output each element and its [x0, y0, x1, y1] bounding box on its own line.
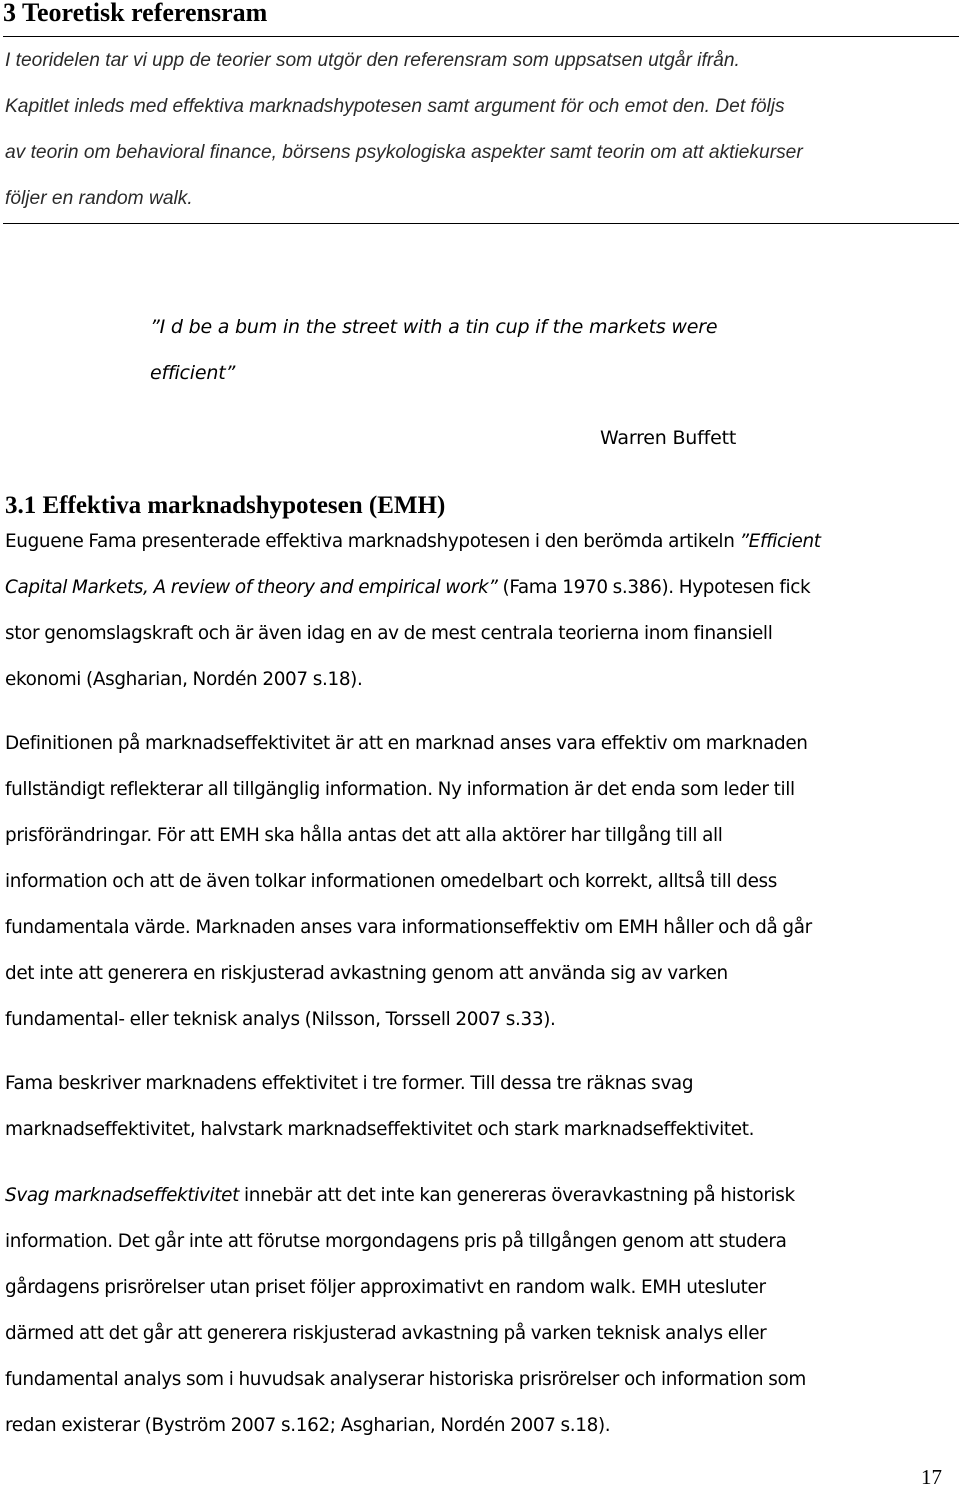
article-title-part: Capital Markets, A review of theory and empirical work” — [5, 577, 498, 598]
paragraph-line — [5, 1173, 960, 1219]
paragraph-line: ekonomi (Asgharian, Nordén 2007 s.18). — [5, 669, 363, 690]
section-title: 3.1 Effektiva marknadshypotesen (EMH) — [5, 492, 446, 519]
paragraph-line: prisförändringar. För att EMH ska hålla antas det att alla aktörer har tillgång till all — [5, 825, 723, 846]
paragraph-line: Fama beskriver marknadens effektivitet i tre former. Till dessa tre räknas svag — [5, 1073, 694, 1094]
paragraph-line — [5, 519, 960, 565]
article-title-part: ”Efficient — [739, 531, 821, 552]
paragraph-definition — [5, 721, 960, 1043]
quote-line: efficient” — [150, 362, 236, 384]
intro-line: I teoridelen tar vi upp de teorier som utgör den referensram som uppsatsen utgår ifrån. — [5, 50, 740, 71]
paragraph-line: marknadseffektivitet, halvstark marknadseffektivitet och stark marknadseffektivitet. — [5, 1119, 755, 1140]
paragraph-three-forms — [5, 1061, 960, 1153]
intro-line: följer en random walk. — [5, 188, 193, 209]
page-number: 17 — [921, 1465, 942, 1489]
epigraph-quote — [150, 304, 717, 396]
paragraph-line: Definitionen på marknadseffektivitet är att en marknad anses vara effektiv om marknaden — [5, 733, 808, 754]
line-text: innebär att det inte kan genereras överavkastning på historisk — [238, 1185, 795, 1206]
chapter-title: 3 Teoretisk referensram — [3, 0, 268, 27]
paragraph-line: fundamental analys som i huvudsak analyserar historiska prisrörelser och information som — [5, 1369, 806, 1390]
paragraph-weak-efficiency — [5, 1173, 960, 1449]
line-text: (Fama 1970 s.386). Hypotesen fick — [497, 577, 811, 598]
quote-line: ”I d be a bum in the street with a tin cup if the markets were — [150, 316, 718, 338]
paragraph-line: stor genomslagskraft och är även idag en av de mest centrala teorierna inom finansiell — [5, 623, 773, 644]
quote-author: Warren Buffett — [600, 427, 737, 449]
paragraph-line: fundamentala värde. Marknaden anses vara informationseffektiv om EMH håller och då går — [5, 917, 812, 938]
paragraph-line: fullständigt reflekterar all tillgänglig information. Ny information är det enda som leder till — [5, 779, 795, 800]
paragraph-line: information och att de även tolkar informationen omedelbart och korrekt, alltså till dess — [5, 871, 778, 892]
top-divider — [3, 36, 959, 37]
paragraph-line: därmed att det går att generera riskjusterad avkastning på varken teknisk analys eller — [5, 1323, 767, 1344]
paragraph-line: det inte att generera en riskjusterad avkastning genom att använda sig av varken — [5, 963, 728, 984]
paragraph-line: information. Det går inte att förutse morgondagens pris på tillgången genom att studera — [5, 1231, 787, 1252]
paragraph-line: gårdagens prisrörelser utan priset följer approximativt en random walk. EMH utesluter — [5, 1277, 766, 1298]
paragraph-line: fundamental- eller teknisk analys (Nilsson, Torssell 2007 s.33). — [5, 1009, 556, 1030]
intro-line: av teorin om behavioral finance, börsens psykologiska aspekter samt teorin om att aktiekurser — [5, 142, 803, 163]
intro-divider — [3, 223, 959, 224]
paragraph-line: redan existerar (Byström 2007 s.162; Asgharian, Nordén 2007 s.18). — [5, 1415, 611, 1436]
paragraph-line — [5, 565, 960, 611]
chapter-intro — [5, 38, 960, 222]
paragraph-emh-intro — [5, 519, 960, 703]
line-text: Euguene Fama presenterade effektiva marknadshypotesen i den berömda artikeln — [5, 531, 740, 552]
intro-line: Kapitlet inleds med effektiva marknadshypotesen samt argument för och emot den. Det följs — [5, 96, 785, 117]
term-weak-efficiency: Svag marknadseffektivitet — [5, 1185, 239, 1206]
